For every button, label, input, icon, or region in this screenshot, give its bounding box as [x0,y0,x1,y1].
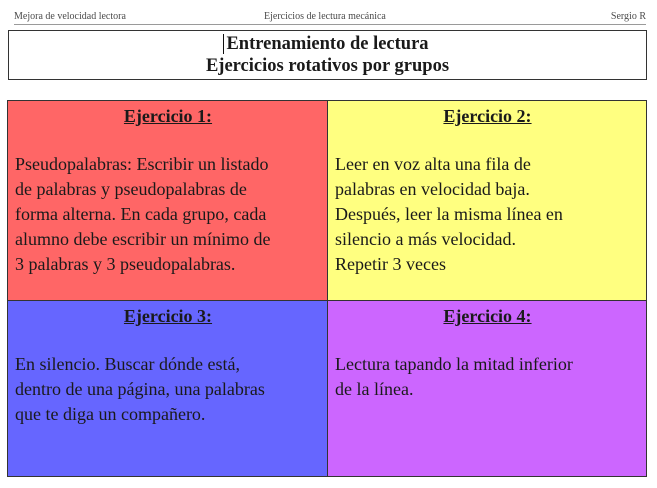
exercise-2-line: palabras en velocidad baja. [335,179,530,199]
exercise-1-line: forma alterna. En cada grupo, cada [15,204,267,224]
exercise-4-heading: Ejercicio 4: [443,306,532,326]
header-right-text: Sergio R [610,11,646,22]
text-cursor [223,34,224,54]
exercise-cell-3[interactable] [8,301,328,476]
exercise-4-line: de la línea. [335,379,414,399]
title-line-1-wrap [9,33,646,55]
exercise-2-line: Leer en voz alta una fila de [335,154,531,174]
header-left-text: Mejora de velocidad lectora [14,11,126,22]
exercise-1-line: de palabras y pseudopalabras de [15,179,247,199]
title-line-2: Ejercicios rotativos por grupos [205,56,450,76]
exercise-cell-4[interactable] [328,301,646,476]
exercise-1-line: alumno debe escribir un mínimo de [15,229,271,249]
exercise-2-heading: Ejercicio 2: [443,106,532,126]
exercise-2-line: Después, leer la misma línea en [335,204,563,224]
exercise-table [7,100,647,477]
exercise-2-line: Repetir 3 veces [335,254,446,274]
exercise-3-line: En silencio. Buscar dónde está, [15,354,240,374]
exercise-4-line: Lectura tapando la mitad inferior [335,354,573,374]
exercise-3-line: que te diga un compañero. [15,404,206,424]
exercise-1-line: 3 palabras y 3 pseudopalabras. [15,254,236,274]
exercise-cell-1[interactable] [8,101,328,301]
title-box[interactable] [8,30,647,80]
header-center-text: Ejercicios de lectura mecánica [264,11,386,22]
exercise-1-line: Pseudopalabras: Escribir un listado [15,154,269,174]
page-header [14,10,646,25]
exercise-1-heading: Ejercicio 1: [123,106,213,126]
exercise-3-heading: Ejercicio 3: [123,306,213,326]
title-line-1: Entrenamiento de lectura [226,34,429,54]
exercise-cell-2[interactable] [328,101,646,301]
exercise-2-line: silencio a más velocidad. [335,229,516,249]
exercise-3-line: dentro de una página, una palabras [15,379,265,399]
